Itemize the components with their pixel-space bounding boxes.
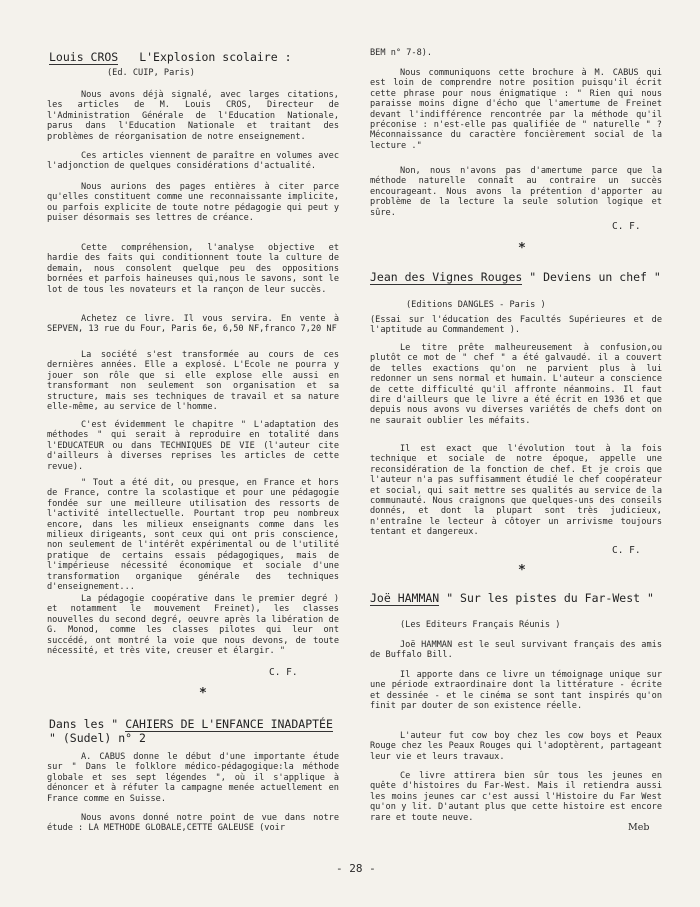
page-number: - 28 -	[336, 862, 376, 875]
paragraph: Nous avons donné notre point de vue dans notre étude : LA METHODE GLOBALE,CETTE GALEUSE (voir	[47, 813, 339, 834]
article-cros-heading	[49, 50, 292, 64]
paragraph: " Tout a été dit, ou presque, en France et hors de France, contre la scolastique et pour une pédagogie fondée sur une meilleure utilisation des ressorts de l'activité intellectuelle. Pourtant trop peu nombreux encore, dans les milieux enseignants comme dans les milieux dirigeants, sont ceux qui ont pris conscience, non seulement de l'intérêt expérimental ou de l'utilité pratique de certains essais pédagogiques, mais de l'impérieuse nécessité économique et sociale d'une transformation organique générale des techniques d'enseignement...	[47, 478, 339, 593]
publisher: (Editions DANGLES - Paris )	[406, 300, 546, 310]
paragraph: Nous avons déjà signalé, avec larges citations, les articles de M. Louis CROS, Directeur de l'Administration Générale de l'Education Nationale, parus dans l'Education Nationale et traitant des problèmes de réorganisation de notre enseignement.	[47, 90, 339, 142]
separator-star: *	[199, 686, 207, 701]
paragraph: C'est évidemment le chapitre " L'adaptation des méthodes " qui serait à reproduire en totalité dans l'EDUCATEUR ou dans TECHNIQUES DE VIE (l'auteur cite d'ailleurs à diverses reprises les articles de cette revue).	[47, 420, 339, 472]
paragraph: Joë HAMMAN est le seul survivant français des amis de Buffalo Bill.	[370, 640, 662, 661]
article-hamman-heading	[370, 591, 662, 606]
paragraph: Le titre prête malheureusement à confusion,ou plutôt ce mot de " chef " a été galvaudé. il a couvert de telles exactions qu'on ne parvient plus à lui redonner un sens normal et humain. L'auteur a conscience de cette difficulté qu'il affronte néanmoins. Il faut dire d'ailleurs que le livre a été écrit en 1936 et que depuis nous avons vu diverses variétés de chefs dont on ne saurait oublier les méfaits.	[370, 343, 662, 426]
article-cahiers-heading	[49, 717, 341, 745]
paragraph: Nous communiquons cette brochure à M. CABUS qui est loin de comprendre notre position puisqu'il écrit cette phrase pour nous énigmatique : " Rien qui nous paraisse moins digne d'écho que l'amertume de Freinet devant l'indifférence rencontrée par la méthode qu'il préconise : n'est-elle pas qualifiée de " naturelle " ? Méconnaissance du caractère foncièrement social de la lecture ."	[370, 68, 662, 151]
separator-star: *	[518, 241, 526, 256]
paragraph: Ce livre attirera bien sûr tous les jeunes en quête d'histoires du Far-West. Mais il retiendra aussi les moins jeunes car c'est aussi l'Histoire du Far West qu'on y lit. D'autant plus que cette histoire est encore rare et toute neuve.	[370, 771, 662, 823]
paragraph: Il est exact que l'évolution tout à la fois technique et sociale de notre époque, appelle une reconsidération de la fonction de chef. Et je crois que l'auteur n'a pas suffisamment étudié le chef coopérateur et social, qui sait mettre ses qualités au service de la communauté. Nous craignons que quelques-uns des conseils donnés, et dont la plupart sont très judicieux, n'entraîne le lecteur à côtoyer un arrivisme toujours tentant et dangereux.	[370, 444, 662, 538]
signature: C. F.	[269, 667, 298, 678]
separator-star: *	[518, 563, 526, 578]
paragraph: Il apporte dans ce livre un témoignage unique sur une période extraordinaire dont la littérature - écrite et dessinée - et le cinéma se sont tant inspirés qu'on finit par douter de son existence réelle.	[370, 670, 662, 712]
publisher: (Ed. CUIP, Paris)	[107, 68, 195, 78]
paragraph: Ces articles viennent de paraître en volumes avec l'adjonction de quelques considérations d'actualité.	[47, 151, 339, 172]
paragraph: Non, nous n'avons pas d'amertume parce que la méthode naturelle connaît au contraire un succès encourageant. Nous avons la prétention d'apporter au problème de la lecture la seule solution logique et sûre.	[370, 166, 662, 218]
author-name: Jean des Vignes Rouges	[370, 270, 523, 284]
paragraph: La pédagogie coopérative dans le premier degré ) et notamment le mouvement Freinet), les classes nouvelles du second degré, oeuvre après la libération de G. Monod, comme les classes pilotes qui leur ont succédé, ont montré la voie que nous devons, de toute nécessité, et très vite, creuser et élargir. "	[47, 594, 339, 657]
article-chef-heading	[370, 270, 662, 285]
subtitle: (Essai sur l'éducation des Facultés Supérieures et de l'aptitude au Commandement ).	[370, 315, 662, 336]
paragraph: A. CABUS donne le début d'une importante étude sur " Dans le folklore médico-pédagogique:la méthode globale et ses sept légendes ", où il s'applique à dénoncer et à réfuter la campagne menée actuellement en France comme en Suisse.	[47, 752, 339, 804]
article-title: " Sur les pistes du Far-West "	[446, 591, 654, 605]
paragraph: Achetez ce livre. Il vous servira. En vente à SEPVEN, 13 rue du Four, Paris 6e, 6,50 NF,franco 7,20 NF	[47, 314, 339, 335]
author-name: Joë HAMMAN	[370, 591, 440, 605]
title-prefix: Dans les "	[49, 717, 119, 731]
paragraph: Nous aurions des pages entières à citer parce qu'elles constituent comme une reconnaissante implicite, ou parfois explicite de toute notre pédagogie qui peut y puiser désormais ses lettres de créance.	[47, 182, 339, 224]
continuation-text: BEM n° 7-8).	[370, 48, 433, 58]
article-title: L'Explosion scolaire :	[139, 50, 292, 64]
signature: Meb	[628, 822, 650, 833]
signature: C. F.	[612, 221, 641, 232]
publisher: (Les Editeurs Français Réunis )	[400, 620, 561, 630]
journal-title: CAHIERS DE L'ENFANCE INADAPTÉE	[125, 717, 333, 731]
paragraph: Cette compréhension, l'analyse objective et hardie des faits qui conditionnent toute la culture de demain, nous consolent quelque peu des oppositions bornées et parfois haineuses qui,nous le savons, sont le lot de tous les novateurs et la rançon de leur succès.	[47, 243, 339, 295]
article-title: " Deviens un chef "	[529, 270, 661, 284]
title-suffix: " (Sudel) n° 2	[49, 731, 146, 745]
paragraph: L'auteur fut cow boy chez les cow boys et Peaux Rouge chez les Peaux Rouges qui l'adoptèrent, partageant leur vie et leurs travaux.	[370, 731, 662, 762]
author-name: Louis CROS	[49, 50, 119, 64]
signature: C. F.	[612, 545, 641, 556]
paragraph: La société s'est transformée au cours de ces dernières années. Elle a explosé. L'Ecole ne pourra y jouer son rôle que si elle explose elle aussi en transformant non seulement son organisation et sa structure, mais ses techniques de travail et sa nature elle-même, au service de l'homme.	[47, 350, 339, 413]
